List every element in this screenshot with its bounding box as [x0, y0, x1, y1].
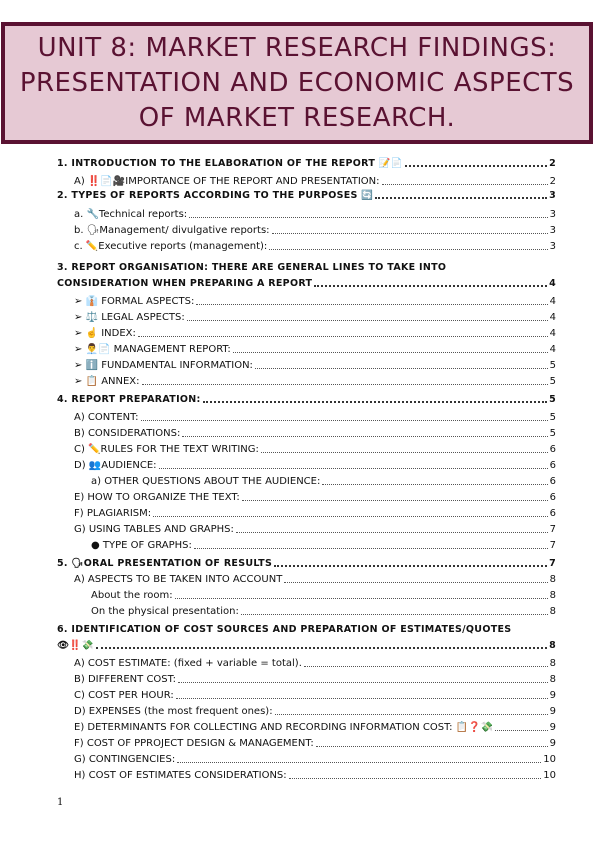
toc-entry-page: 6 [549, 492, 556, 503]
toc-leader-dots [255, 367, 548, 369]
toc-leader-dots [203, 400, 547, 403]
toc-leader-dots [189, 216, 547, 218]
toc-entry-page: 5 [549, 394, 556, 405]
toc-leader-dots [182, 435, 547, 437]
toc-entry-page: 2 [549, 176, 556, 187]
toc-entry[interactable] [74, 239, 556, 254]
toc-entry-label: E) DETERMINANTS FOR COLLECTING AND RECORDING INFORMATION COST: 📋❓💸 [74, 722, 494, 733]
toc-entry-page: 7 [549, 540, 556, 551]
toc-entry[interactable] [74, 207, 556, 222]
toc-entry-label: A) CONTENT: [74, 412, 139, 423]
toc-leader-dots [175, 597, 548, 599]
toc-leader-dots [96, 646, 547, 649]
toc-leader-dots [375, 196, 547, 199]
toc-entry-label: ➢ ℹ️ FUNDAMENTAL INFORMATION: [74, 360, 253, 371]
toc-entry[interactable] [74, 310, 556, 325]
toc-entry[interactable] [74, 442, 556, 457]
toc-entry-label: About the room: [91, 590, 173, 601]
toc-entry-page: 10 [543, 754, 556, 765]
toc-entry[interactable] [74, 342, 556, 357]
toc-entry-label: ➢ 👨‍💼📄 MANAGEMENT REPORT: [74, 344, 231, 355]
toc-entry-page: 4 [549, 344, 556, 355]
toc-entry-label: ➢ ⚖️ LEGAL ASPECTS: [74, 312, 185, 323]
toc-entry-label: 3. REPORT ORGANISATION: THERE ARE GENERAL LINES TO TAKE INTO [57, 262, 447, 273]
toc-entry-page: 4 [549, 312, 556, 323]
title-line-3: OF MARKET RESEARCH. [138, 102, 456, 133]
toc-entry[interactable] [57, 392, 556, 407]
toc-leader-dots [153, 515, 548, 517]
toc-entry-page: 3 [549, 209, 556, 220]
toc-leader-dots [194, 547, 548, 549]
toc-entry-label: ● TYPE OF GRAPHS: [91, 540, 192, 551]
toc-entry-page: 7 [549, 524, 556, 535]
toc-entry-label: On the physical presentation: [91, 606, 239, 617]
toc-entry-page: 9 [549, 690, 556, 701]
toc-entry[interactable] [74, 410, 556, 425]
toc-entry-page: 3 [549, 225, 556, 236]
toc-entry-page: 9 [549, 722, 556, 733]
toc-leader-dots [405, 164, 547, 167]
toc-entry[interactable] [74, 720, 556, 735]
toc-entry[interactable] [57, 556, 556, 571]
toc-entry[interactable] [74, 374, 556, 389]
toc-entry-page: 10 [543, 770, 556, 781]
toc-entry[interactable] [74, 358, 556, 373]
toc-entry-page: 9 [549, 706, 556, 717]
toc-leader-dots [322, 483, 547, 485]
toc-entry[interactable] [57, 638, 556, 653]
toc-entry[interactable] [57, 260, 556, 275]
toc-leader-dots [233, 351, 548, 353]
toc-entry[interactable] [74, 572, 556, 587]
toc-entry-label: C) COST PER HOUR: [74, 690, 174, 701]
toc-entry-label: 1. INTRODUCTION TO THE ELABORATION OF THE REPORT 📝📄 [57, 158, 403, 169]
toc-entry-label: a) OTHER QUESTIONS ABOUT THE AUDIENCE: [91, 476, 321, 487]
toc-entry-label: E) HOW TO ORGANIZE THE TEXT: [74, 492, 240, 503]
toc-entry-page: 6 [549, 444, 556, 455]
toc-entry[interactable] [91, 538, 556, 553]
toc-entry-label: ➢ ☝️ INDEX: [74, 328, 136, 339]
toc-leader-dots [242, 499, 548, 501]
toc-entry[interactable] [74, 223, 556, 238]
toc-entry-page: 6 [549, 508, 556, 519]
toc-entry[interactable] [74, 458, 556, 473]
toc-leader-dots [495, 729, 548, 731]
toc-leader-dots [274, 564, 547, 567]
toc-entry-label: F) COST OF PPROJECT DESIGN & MANAGEMENT: [74, 738, 314, 749]
toc-entry-label: 4. REPORT PREPARATION: [57, 394, 201, 405]
toc-entry[interactable] [74, 736, 556, 751]
toc-entry-page: 5 [549, 428, 556, 439]
toc-leader-dots [196, 303, 547, 305]
toc-entry-page: 5 [549, 360, 556, 371]
toc-leader-dots [176, 697, 548, 699]
toc-entry-page: 4 [549, 296, 556, 307]
toc-entry-label: a. 🔧Technical reports: [74, 209, 188, 220]
toc-entry-page: 2 [549, 158, 556, 169]
title-line-2: PRESENTATION AND ECONOMIC ASPECTS [19, 67, 575, 98]
toc-entry-label: F) PLAGIARISM: [74, 508, 152, 519]
toc-entry-label: G) USING TABLES AND GRAPHS: [74, 524, 234, 535]
toc-entry-label: A) ASPECTS TO BE TAKEN INTO ACCOUNT [74, 574, 283, 585]
toc-leader-dots [177, 761, 541, 763]
toc-entry-label: ➢ 📋 ANNEX: [74, 376, 140, 387]
toc-leader-dots [284, 581, 547, 583]
toc-entry-page: 8 [549, 674, 556, 685]
toc-entry-page: 7 [549, 558, 556, 569]
toc-entry-page: 3 [549, 190, 556, 201]
toc-entry[interactable] [74, 174, 556, 189]
toc-entry-label: G) CONTINGENCIES: [74, 754, 176, 765]
toc-entry[interactable] [74, 704, 556, 719]
toc-entry[interactable] [57, 276, 556, 291]
toc-leader-dots [269, 248, 547, 250]
title-banner [1, 22, 593, 144]
toc-entry[interactable] [74, 656, 556, 671]
toc-entry[interactable] [91, 604, 556, 619]
toc-leader-dots [159, 467, 548, 469]
title-line-1: UNIT 8: MARKET RESEARCH FINDINGS: [37, 32, 557, 63]
toc-entry-page: 4 [549, 278, 556, 289]
toc-leader-dots [382, 183, 548, 185]
toc-entry-label: 2. TYPES OF REPORTS ACCORDING TO THE PURPOSES 🔄 [57, 190, 374, 201]
toc-entry[interactable] [74, 522, 556, 537]
toc-leader-dots [314, 284, 547, 287]
toc-entry-label: 6. IDENTIFICATION OF COST SOURCES AND PREPARATION OF ESTIMATES/QUOTES [57, 624, 512, 635]
toc-entry[interactable] [91, 474, 556, 489]
toc-entry[interactable] [74, 752, 556, 767]
toc-entry[interactable] [91, 588, 556, 603]
toc-entry-page: 6 [549, 460, 556, 471]
toc-entry[interactable] [74, 768, 556, 783]
toc-entry-page: 5 [549, 376, 556, 387]
toc-entry-label: A) ‼️📄🎥IMPORTANCE OF THE REPORT AND PRESENTATION: [74, 176, 380, 187]
toc-entry[interactable] [74, 506, 556, 521]
toc-leader-dots [275, 713, 548, 715]
toc-leader-dots [289, 777, 542, 779]
toc-entry-page: 8 [549, 590, 556, 601]
toc-entry[interactable] [57, 622, 556, 637]
toc-entry-label: b. 🗣Management/ divulgative reports: [74, 225, 270, 236]
toc-entry-page: 8 [549, 606, 556, 617]
toc-entry[interactable] [74, 294, 556, 309]
toc-leader-dots [236, 531, 548, 533]
toc-entry-label: B) CONSIDERATIONS: [74, 428, 181, 439]
toc-entry-page: 8 [549, 574, 556, 585]
toc-leader-dots [138, 335, 548, 337]
toc-entry[interactable] [74, 326, 556, 341]
toc-entry-label: H) COST OF ESTIMATES CONSIDERATIONS: [74, 770, 287, 781]
toc-entry-page: 3 [549, 241, 556, 252]
toc-leader-dots [187, 319, 548, 321]
toc-entry[interactable] [74, 490, 556, 505]
toc-leader-dots [241, 613, 548, 615]
toc-entry-label: B) DIFFERENT COST: [74, 674, 177, 685]
toc-leader-dots [141, 419, 548, 421]
toc-entry-page: 8 [549, 640, 556, 651]
toc-leader-dots [261, 451, 548, 453]
toc-entry-page: 8 [549, 658, 556, 669]
toc-entry-page: 9 [549, 738, 556, 749]
toc-entry[interactable] [74, 426, 556, 441]
toc-entry[interactable] [74, 672, 556, 687]
toc-entry-label: D) EXPENSES (the most frequent ones): [74, 706, 273, 717]
toc-entry-page: 5 [549, 412, 556, 423]
toc-entry-page: 6 [549, 476, 556, 487]
toc-leader-dots [272, 232, 548, 234]
toc-leader-dots [178, 681, 548, 683]
toc-leader-dots [316, 745, 548, 747]
toc-entry-label: CONSIDERATION WHEN PREPARING A REPORT [57, 278, 313, 289]
toc-entry-label: D) 👥AUDIENCE: [74, 460, 157, 471]
toc-entry-label: 5. 🗣ORAL PRESENTATION OF RESULTS [57, 558, 273, 569]
page-number: 1 [57, 797, 64, 808]
toc-entry-label: ➢ 👔 FORMAL ASPECTS: [74, 296, 195, 307]
toc-entry-label: c. ✏️Executive reports (management): [74, 241, 268, 252]
toc-entry[interactable] [74, 688, 556, 703]
toc-entry-label: 👁‼️💸 [57, 640, 94, 651]
toc-entry-label: A) COST ESTIMATE: (fixed + variable = total). [74, 658, 302, 669]
toc-entry-label: C) ✏️RULES FOR THE TEXT WRITING: [74, 444, 259, 455]
toc-leader-dots [142, 383, 548, 385]
toc-leader-dots [304, 665, 548, 667]
toc-entry[interactable] [57, 188, 556, 203]
toc-entry-page: 4 [549, 328, 556, 339]
toc-entry[interactable] [57, 156, 556, 171]
